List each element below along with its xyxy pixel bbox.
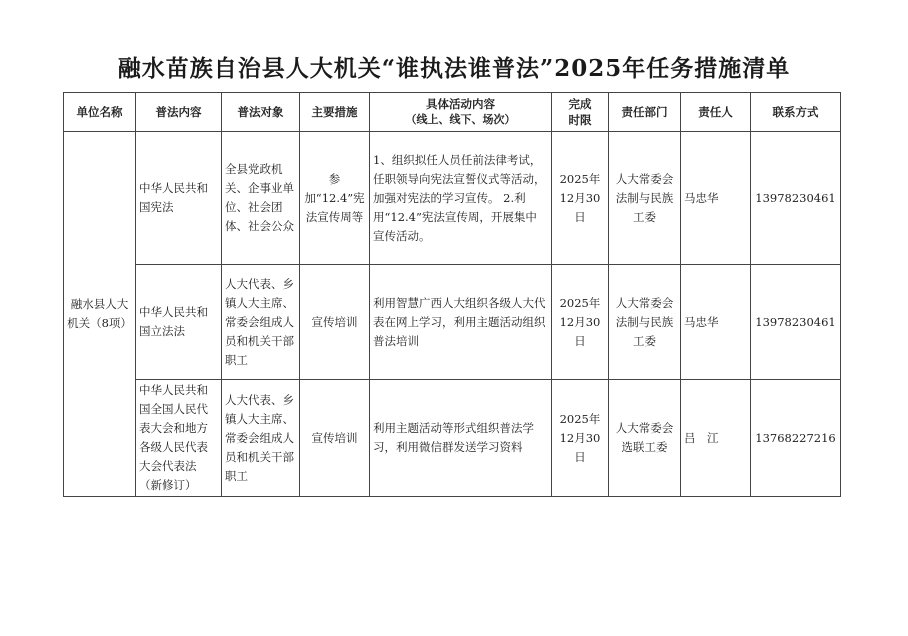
header-activity <box>370 93 552 132</box>
dept-cell: 人大常委会选联工委 <box>609 380 681 497</box>
measure-cell: 宣传培训 <box>300 265 370 380</box>
table-row <box>64 132 841 265</box>
person-cell: 吕 江 <box>681 380 751 497</box>
header-activity-main: 具体活动内容 <box>426 97 495 111</box>
table-row <box>64 265 841 380</box>
task-table <box>63 92 841 497</box>
header-target: 普法对象 <box>222 93 300 132</box>
person-cell: 马忠华 <box>681 132 751 265</box>
header-dept: 责任部门 <box>609 93 681 132</box>
content-cell: 中华人民共和国立法法 <box>136 265 222 380</box>
contact-cell: 13978230461 <box>751 265 841 380</box>
header-deadline: 完成时限 <box>552 93 609 132</box>
table-row <box>64 380 841 497</box>
activity-cell: 利用主题活动等形式组织普法学习，利用微信群发送学习资料 <box>370 380 552 497</box>
page-title: 融水苗族自治县人大机关“谁执法谁普法”2025年任务措施清单 <box>117 55 791 82</box>
measure-cell: 参加“12.4”宪法宣传周等 <box>300 132 370 265</box>
activity-cell: 1、组织拟任人员任前法律考试，任职领导向宪法宣誓仪式等活动，加强对宪法的学习宣传。 2.利用“12.4”宪法宣传周，开展集中宣传活动。 <box>370 132 552 265</box>
header-person: 责任人 <box>681 93 751 132</box>
deadline-cell: 2025年12月30日 <box>552 380 609 497</box>
target-cell: 全县党政机关、企事业单位、社会团体、社会公众 <box>222 132 300 265</box>
measure-cell: 宣传培训 <box>300 380 370 497</box>
content-cell: 中华人民共和国全国人民代表大会和地方各级人民代表大会代表法（新修订） <box>136 380 222 497</box>
activity-cell: 利用智慧广西人大组织各级人大代表在网上学习，利用主题活动组织普法培训 <box>370 265 552 380</box>
header-content: 普法内容 <box>136 93 222 132</box>
dept-cell: 人大常委会法制与民族工委 <box>609 265 681 380</box>
target-cell: 人大代表、乡镇人大主席、常委会组成人员和机关干部职工 <box>222 380 300 497</box>
contact-cell: 13978230461 <box>751 132 841 265</box>
dept-cell: 人大常委会法制与民族工委 <box>609 132 681 265</box>
header-measure: 主要措施 <box>300 93 370 132</box>
contact-cell: 13768227216 <box>751 380 841 497</box>
person-cell: 马忠华 <box>681 265 751 380</box>
header-activity-sub: （线上、线下、场次） <box>405 113 516 126</box>
deadline-cell: 2025年12月30日 <box>552 132 609 265</box>
target-cell: 人大代表、乡镇人大主席、常委会组成人员和机关干部职工 <box>222 265 300 380</box>
unit-cell: 融水县人大机关（8项） <box>64 132 136 497</box>
header-contact: 联系方式 <box>751 93 841 132</box>
header-row <box>64 93 841 132</box>
deadline-cell: 2025年12月30日 <box>552 265 609 380</box>
content-cell: 中华人民共和国宪法 <box>136 132 222 265</box>
header-unit: 单位名称 <box>64 93 136 132</box>
